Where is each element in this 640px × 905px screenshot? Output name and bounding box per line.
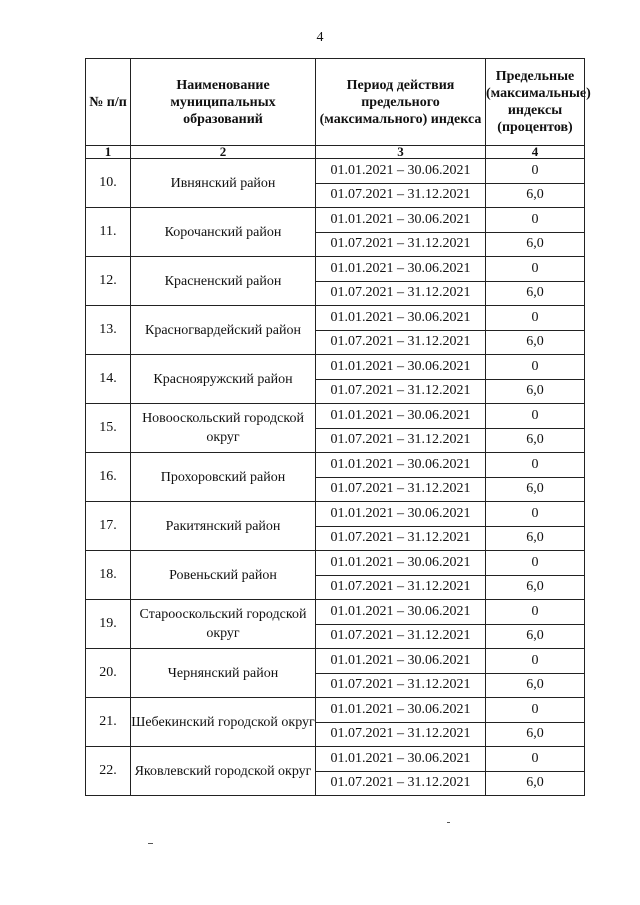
- period-first-half: 01.01.2021 – 30.06.2021: [316, 747, 486, 772]
- index-value-first-half: 0: [486, 257, 585, 282]
- table-body: [86, 159, 585, 796]
- period-first-half: 01.01.2021 – 30.06.2021: [316, 159, 486, 184]
- scan-mark: [148, 843, 153, 844]
- period-first-half: 01.01.2021 – 30.06.2021: [316, 404, 486, 429]
- period-second-half: 01.07.2021 – 31.12.2021: [316, 281, 486, 306]
- period-second-half: 01.07.2021 – 31.12.2021: [316, 575, 486, 600]
- table-row: [86, 208, 585, 233]
- index-value-second-half: 6,0: [486, 428, 585, 453]
- table-row: [86, 159, 585, 184]
- period-first-half: 01.01.2021 – 30.06.2021: [316, 698, 486, 723]
- period-first-half: 01.01.2021 – 30.06.2021: [316, 208, 486, 233]
- row-number: 15.: [86, 404, 131, 453]
- municipality-name: Новооскольский городской округ: [131, 404, 316, 453]
- index-value-first-half: 0: [486, 159, 585, 184]
- index-value-second-half: 6,0: [486, 673, 585, 698]
- table-row: [86, 698, 585, 723]
- page-number: 4: [316, 30, 324, 45]
- table-row: [86, 502, 585, 527]
- municipality-name: Чернянский район: [131, 649, 316, 698]
- period-second-half: 01.07.2021 – 31.12.2021: [316, 379, 486, 404]
- municipality-name: Ровеньский район: [131, 551, 316, 600]
- header-municipality: Наименование муниципальных образований: [131, 59, 316, 146]
- index-value-first-half: 0: [486, 453, 585, 478]
- scan-mark: [447, 822, 450, 823]
- index-value-first-half: 0: [486, 306, 585, 331]
- period-second-half: 01.07.2021 – 31.12.2021: [316, 624, 486, 649]
- table-row: [86, 453, 585, 478]
- municipality-name: Корочанский район: [131, 208, 316, 257]
- row-number: 14.: [86, 355, 131, 404]
- row-number: 12.: [86, 257, 131, 306]
- table-row: [86, 551, 585, 576]
- period-second-half: 01.07.2021 – 31.12.2021: [316, 183, 486, 208]
- table-row: [86, 404, 585, 429]
- period-second-half: 01.07.2021 – 31.12.2021: [316, 771, 486, 796]
- table-row: [86, 355, 585, 380]
- municipality-name: Старооскольский городской округ: [131, 600, 316, 649]
- municipality-name: Шебекинский городской округ: [131, 698, 316, 747]
- index-value-second-half: 6,0: [486, 379, 585, 404]
- header-number: № п/п: [86, 59, 131, 146]
- municipality-name: Ивнянский район: [131, 159, 316, 208]
- index-table: [85, 58, 591, 796]
- row-number: 16.: [86, 453, 131, 502]
- index-value-first-half: 0: [486, 600, 585, 625]
- period-first-half: 01.01.2021 – 30.06.2021: [316, 306, 486, 331]
- column-number-row: [86, 146, 585, 159]
- row-number: 20.: [86, 649, 131, 698]
- header-period: Период действия предельного (максимального) индекса: [316, 59, 486, 146]
- period-first-half: 01.01.2021 – 30.06.2021: [316, 502, 486, 527]
- period-second-half: 01.07.2021 – 31.12.2021: [316, 526, 486, 551]
- row-number: 13.: [86, 306, 131, 355]
- period-second-half: 01.07.2021 – 31.12.2021: [316, 477, 486, 502]
- column-number: 2: [131, 146, 316, 159]
- period-first-half: 01.01.2021 – 30.06.2021: [316, 551, 486, 576]
- index-value-first-half: 0: [486, 502, 585, 527]
- row-number: 22.: [86, 747, 131, 796]
- municipality-name: Краснояружский район: [131, 355, 316, 404]
- municipality-name: Прохоровский район: [131, 453, 316, 502]
- row-number: 17.: [86, 502, 131, 551]
- period-second-half: 01.07.2021 – 31.12.2021: [316, 330, 486, 355]
- index-value-first-half: 0: [486, 404, 585, 429]
- table-row: [86, 257, 585, 282]
- period-second-half: 01.07.2021 – 31.12.2021: [316, 673, 486, 698]
- period-first-half: 01.01.2021 – 30.06.2021: [316, 355, 486, 380]
- index-value-first-half: 0: [486, 747, 585, 772]
- period-first-half: 01.01.2021 – 30.06.2021: [316, 257, 486, 282]
- period-first-half: 01.01.2021 – 30.06.2021: [316, 453, 486, 478]
- row-number: 10.: [86, 159, 131, 208]
- municipality-name: Яковлевский городской округ: [131, 747, 316, 796]
- header-index: Предельные (максимальные) индексы (процентов): [486, 59, 585, 146]
- period-first-half: 01.01.2021 – 30.06.2021: [316, 600, 486, 625]
- row-number: 21.: [86, 698, 131, 747]
- table-row: [86, 600, 585, 625]
- table-row: [86, 747, 585, 772]
- column-number: 4: [486, 146, 585, 159]
- row-number: 11.: [86, 208, 131, 257]
- index-value-second-half: 6,0: [486, 624, 585, 649]
- index-value-second-half: 6,0: [486, 526, 585, 551]
- index-value-first-half: 0: [486, 698, 585, 723]
- municipality-name: Красногвардейский район: [131, 306, 316, 355]
- index-value-second-half: 6,0: [486, 232, 585, 257]
- index-value-second-half: 6,0: [486, 771, 585, 796]
- period-second-half: 01.07.2021 – 31.12.2021: [316, 232, 486, 257]
- table-header-row: [86, 59, 585, 146]
- table-row: [86, 306, 585, 331]
- column-number: 3: [316, 146, 486, 159]
- index-value-second-half: 6,0: [486, 183, 585, 208]
- index-value-second-half: 6,0: [486, 477, 585, 502]
- column-number: 1: [86, 146, 131, 159]
- index-value-first-half: 0: [486, 649, 585, 674]
- index-value-first-half: 0: [486, 355, 585, 380]
- index-value-second-half: 6,0: [486, 330, 585, 355]
- index-value-second-half: 6,0: [486, 281, 585, 306]
- municipality-name: Ракитянский район: [131, 502, 316, 551]
- period-second-half: 01.07.2021 – 31.12.2021: [316, 722, 486, 747]
- municipality-name: Красненский район: [131, 257, 316, 306]
- period-first-half: 01.01.2021 – 30.06.2021: [316, 649, 486, 674]
- index-value-second-half: 6,0: [486, 575, 585, 600]
- row-number: 19.: [86, 600, 131, 649]
- index-value-second-half: 6,0: [486, 722, 585, 747]
- table-row: [86, 649, 585, 674]
- index-value-first-half: 0: [486, 208, 585, 233]
- index-value-first-half: 0: [486, 551, 585, 576]
- period-second-half: 01.07.2021 – 31.12.2021: [316, 428, 486, 453]
- row-number: 18.: [86, 551, 131, 600]
